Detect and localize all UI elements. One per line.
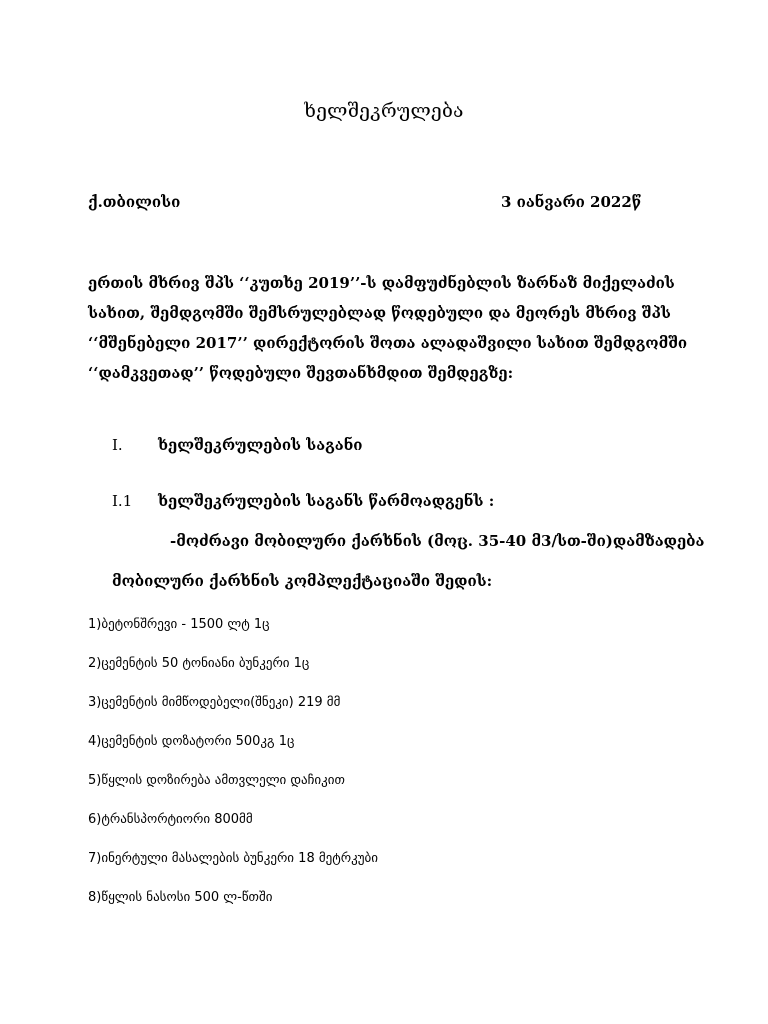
- intro-line: ‘‘მშენებელი 2017’’ დირექტორის შოთა ალადაშვილი სახით შემდგომში: [88, 334, 688, 352]
- intro-line: სახით, შემდგომში შემსრულებლად წოდებული და მეორეს მხრივ შპს: [88, 304, 671, 322]
- intro-paragraph: [88, 268, 688, 388]
- intro-line: ‘‘დამკვეთად’’ წოდებული შევთანხმდით შემდეგზე:: [88, 364, 514, 382]
- list-item: 4)ცემენტის დოზატორი 500კგ 1ც: [88, 734, 295, 749]
- list-item: 8)წყლის ნასოსი 500 ლ-წთში: [88, 890, 273, 905]
- subsection-title: ხელშეკრულების საგანს წარმოადგენს :: [158, 492, 495, 510]
- document-date: 3 იანვარი 2022წ: [501, 193, 642, 211]
- subject-line: -მოძრავი მობილური ქარხნის (მოც. 35-40 მ3/სთ-ში)დამზადება: [170, 532, 705, 550]
- list-item: 6)ტრანსპორტიორი 800მმ: [88, 812, 253, 827]
- document-place: ქ.თბილისი: [88, 193, 181, 211]
- section-title: ხელშეკრულების საგანი: [158, 436, 363, 454]
- section-number: I.: [112, 436, 123, 454]
- list-item: 1)ბეტონშრევი - 1500 ლტ 1ც: [88, 617, 270, 632]
- list-item: 7)ინერტული მასალების ბუნკერი 18 მეტრკუბი: [88, 851, 378, 866]
- component-list: [88, 617, 378, 929]
- complect-heading: მობილური ქარხნის კომპლექტაციაში შედის:: [112, 572, 493, 590]
- list-item: 2)ცემენტის 50 ტონიანი ბუნკერი 1ც: [88, 656, 310, 671]
- subsection-number: I.1: [112, 492, 133, 510]
- list-item: 5)წყლის დოზირება ამთვლელი დაჩიკით: [88, 773, 345, 788]
- intro-line: ერთის მხრივ შპს ‘‘კუთხე 2019’’-ს დამფუძნებლის ზარნაზ მიქელაძის: [88, 274, 675, 292]
- document-title: ხელშეკრულება: [304, 100, 464, 122]
- list-item: 3)ცემენტის მიმწოდებელი(შნეკი) 219 მმ: [88, 695, 341, 710]
